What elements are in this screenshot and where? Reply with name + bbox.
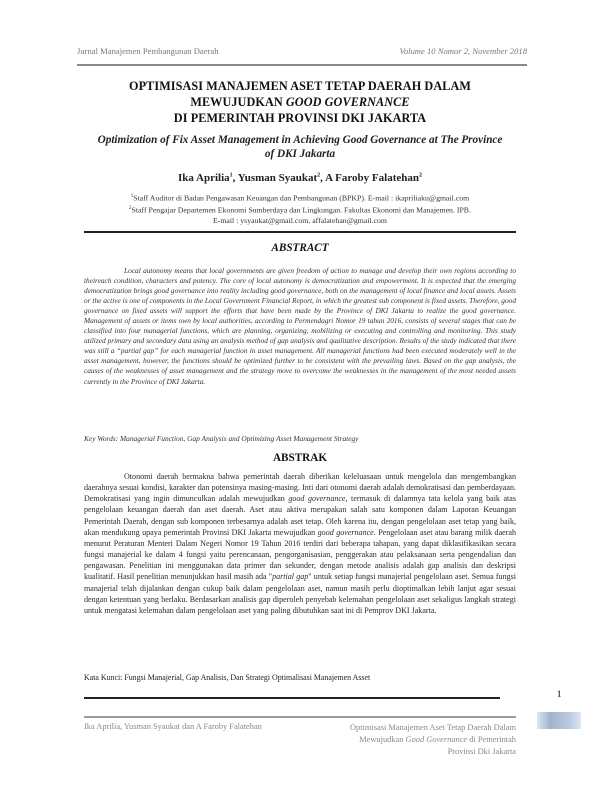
- abstrak-bottom-rule: [84, 697, 500, 699]
- author-mark: 1: [229, 172, 233, 179]
- footer-title-text: Mewujudkan: [359, 735, 406, 744]
- title-line-1: OPTIMISASI MANAJEMEN ASET TETAP DAERAH DALAM: [129, 79, 471, 93]
- author-name: Yusman Syaukat: [237, 172, 318, 184]
- abstrak-text: " untuk setiap fungsi manajerial pengelolaan aset. Semua fungsi manajerial telah dijalankan dengan cukup baik dalam pengelolaan aset, namun masih perlu dioptimalkan lebih lanjut agar sesuai dengan ketentuan yang berlaku. Berdasarkan analisis gap diperoleh penyebab kelemahan pengelolaan aset sekaligus langkah strategi untuk mengatasi kelemahan dalam pengelolaan aset yang paling dibutuhkan saat ini di Pemprov DKI Jakarta.: [84, 572, 516, 615]
- abstrak-text: . Pengelolaan aset atau barang milik daerah menurut Peraturan Menteri Dalam Negeri Nomor 19 Tahun 2016 terdiri dari beberapa tahapan, yang dapat diklasifikasikan secara fungsi manajerial ke dalam 4 fungsi yaitu perencanaan, pengorganisasian, penggerakan atau pelaksanaan serta pengendalian dan pengawasan. Penelitian ini menggunakan data primer dan sekunder, dengan metode analisis adalah gap analisis dan deskripsi kualitatif. Hasil penelitian menunjukkan hasil masih ada ": [84, 527, 516, 582]
- title-line-3: DI PEMERINTAH PROVINSI DKI JAKARTA: [173, 111, 427, 125]
- footer-title-line-3: Provinsi Dki Jakarta: [447, 747, 516, 756]
- author-name: A Faroby Falatehan: [325, 172, 419, 184]
- title-line-2-italic: GOOD GOVERNANCE: [285, 95, 410, 109]
- affiliation-mark: 2: [129, 206, 132, 212]
- author-name: Ika Aprilia: [178, 172, 230, 184]
- title-en-line-2: of DKI Jakarta: [264, 148, 336, 160]
- abstrak-italic: good governance: [288, 494, 346, 504]
- abstract-heading: ABSTRACT: [271, 242, 329, 254]
- affiliation-2: [60, 204, 540, 216]
- abstrak-text: Otonomi daerah bermakna bahwa pemerintah daerah diberikan keleluasaan untuk mengelola dan mengembangkan daerahnya sesuai kondisi, karakter dan potensinya masing-masing. Inti dari otonomi daerah adalah demokratisasi dan pemberdayaan. Demokratisasi yang ingin dimunculkan adalah mewujudkan: [84, 472, 516, 504]
- abstrak-italic: good governance: [317, 527, 374, 537]
- affiliation-text: Staff Pengajar Departemen Ekonomi Sumberdaya dan Lingkungan. Fakultas Ekonomi dan Manajemen. IPB.: [131, 205, 471, 215]
- header-rule: [77, 64, 527, 66]
- author-mark: 2: [317, 172, 321, 179]
- journal-name: Jurnal Manajemen Pembangunan Daerah: [77, 46, 219, 56]
- abstrak-text: , termasuk di dalamnya tata kelola yang baik atas pengelolaan keuangan daerah dan aset daerah. Aset atau aktiva merupakan salah satu komponen dalam Laporan Keuangan Pemerintah Daerah, dengan sub komponen terbesarnya adalah aset tetap. Oleh karena itu, dengan pengelolaan aset tetap yang baik, akan mendukung upaya pemerintah Provinsi DKI Jakarta mewujudkan: [84, 494, 516, 537]
- abstract-body: [84, 266, 516, 387]
- abstrak-paragraph: [84, 471, 516, 616]
- abstrak-italic: partial gap: [272, 572, 309, 582]
- title-indonesian: [60, 78, 540, 126]
- footer-tab-decoration: [537, 712, 581, 729]
- footer-rule: [84, 716, 516, 718]
- title-line-2: [60, 94, 540, 110]
- author-list: Ika Aprilia$^1$, Yusman Syaukat$^2$, A Faroby Falatehan$^2$: [178, 172, 422, 184]
- title-english: [60, 133, 540, 161]
- page-number: 1: [557, 689, 562, 699]
- footer-title-line-1: Optimisasi Manajemen Aset Tetap Daerah Dalam: [349, 723, 516, 732]
- journal-volume: Volume 10 Nomor 2, November 2018: [399, 46, 527, 56]
- footer-title-italic: Good Governance: [405, 735, 468, 744]
- affiliation-email: E-mail : ysyaukat@gmail.com, affalatehan@gmail.com: [213, 216, 387, 226]
- footer-authors: Ika Aprilia, Yusman Syaukat dan A Faroby Falatehan: [84, 722, 262, 731]
- abstract-top-rule: [84, 231, 516, 233]
- title-block: [60, 78, 540, 227]
- running-head: [77, 46, 527, 56]
- footer-title-line-2: [300, 734, 516, 746]
- title-line-2-text: MEWUJUDKAN: [190, 95, 286, 109]
- footer-title-text: di Pemerintah: [467, 735, 516, 744]
- author-mark: 2: [418, 172, 422, 179]
- abstract-paragraph: Local autonomy means that local governments are given freedom of action to manage and develop their own regions according to theireach condition, characters and potency. The core of local autonomy is democratization and empowerment. It is expected that the emerging democratization brings good governance into reality including good governance, both on the management of local finance and local assets. Assets or the active is one of components in the Local Government Financial Report, in which the greatest sub component is fixed assets. Therefore, good governance on fixed assets will support the efforts that have been made by the Province of DKI Jakarta to realize the good governance. Management of assets or items own by local authorities, according to Permendagri Nomor 19 tahun 2016, consists of several stages that can be classified into four managerial functions, which are planning, organizing, mobilizing or executing and controlling and monitoring. This study utilized primary and secondary data using an analysis method of gap analysis and qualitative description. Results of the study indicated that there was still a “partial gap” for each managerial function in asset management. All managerial functions had been executed moderately well in the asset management, however, the functions should be optimized further to be consistent with the prevailing laws. Based on the gap analysis, the causes of the weaknesses of asset management and the strategy move to overcome the weaknesses in the management of the most needed assets currently in the Province of DKI Jakarta.: [84, 266, 516, 386]
- affiliation-mark: 1: [130, 194, 134, 199]
- keywords-english: Key Words: Managerial Function, Gap Analysis and Optimizing Asset Management Strategy: [84, 434, 359, 443]
- affiliations: [60, 192, 540, 227]
- keywords-indonesian: Kata Kunci: Fungsi Manajerial, Gap Analisis, Dan Strategi Optimalisasi Manajemen Asset: [84, 673, 371, 682]
- title-en-line-1: Optimization of Fix Asset Management in Achieving Good Governance at The Province: [97, 134, 503, 146]
- abstrak-body: [84, 471, 516, 616]
- footer-title: [300, 722, 516, 758]
- affiliation-text: Staff Auditor di Badan Pengawasan Keuangan dan Pembangunan (BPKP). E-mail : ikapriliaku@gmail.com: [133, 193, 470, 203]
- abstrak-heading: ABSTRAK: [272, 452, 328, 464]
- affiliation-1: [60, 192, 540, 204]
